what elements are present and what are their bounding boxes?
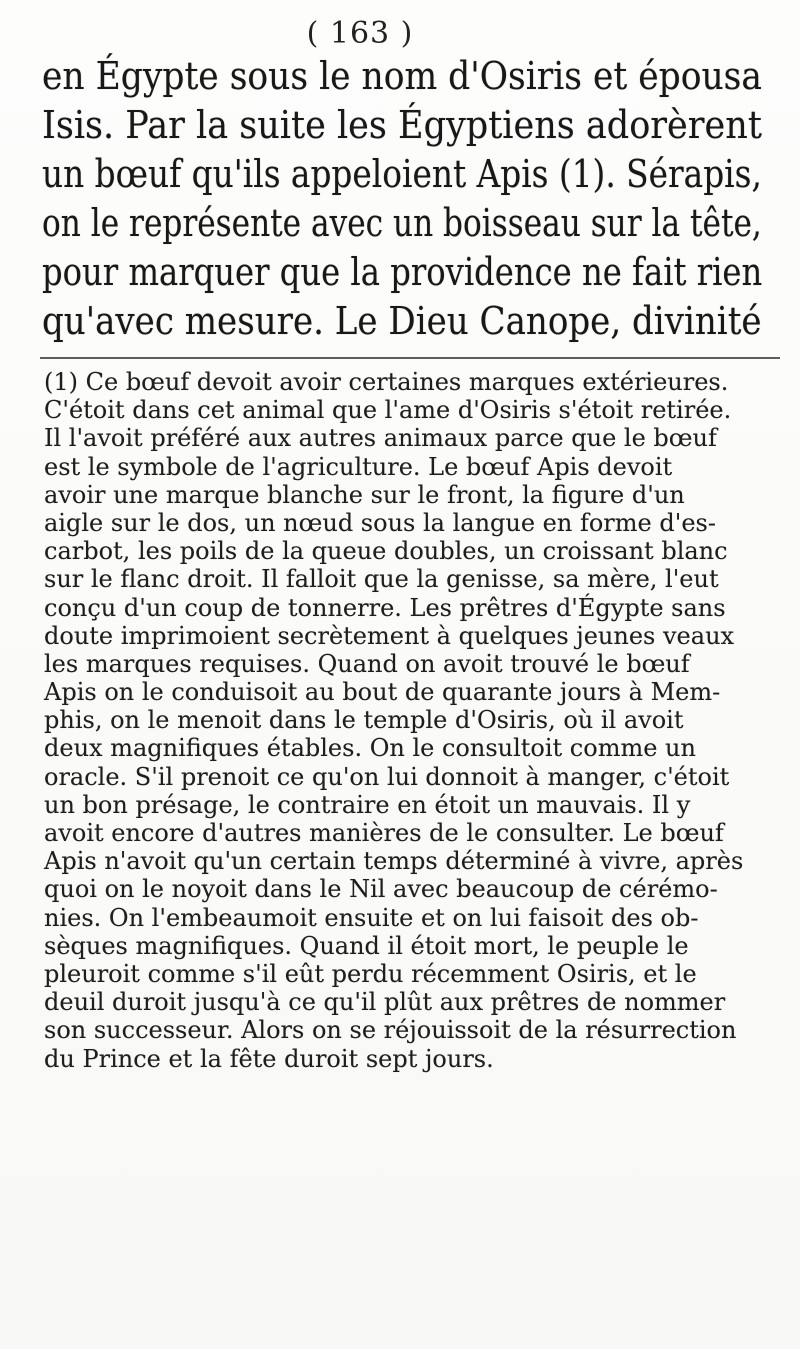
footnote-line: aigle sur le dos, un nœud sous la langue en forme d'es-: [44, 508, 716, 537]
main-text-line: un bœuf qu'ils appeloient Apis (1). Sérapis,: [42, 152, 762, 196]
main-text: [42, 52, 762, 346]
footnote-line: Il l'avoit préféré aux autres animaux parce que le bœuf: [44, 424, 717, 453]
footnote-line: son successeur. Alors on se réjouissoit de la résurrection: [44, 1016, 737, 1045]
footnote-line: C'étoit dans cet animal que l'ame d'Osiris s'étoit retirée.: [44, 396, 732, 425]
footnote-separator-rule: [40, 357, 780, 359]
footnote-line: quoi on le noyoit dans le Nil avec beaucoup de cérémo-: [44, 875, 718, 904]
main-text-line: qu'avec mesure. Le Dieu Canope, divinité: [42, 299, 762, 343]
footnote-line: carbot, les poils de la queue doubles, un croissant blanc: [44, 537, 728, 566]
footnote-line: Apis on le conduisoit au bout de quarante jours à Mem-: [44, 678, 721, 707]
footnote-line: les marques requises. Quand on avoit trouvé le bœuf: [44, 649, 690, 678]
footnote-line: Apis n'avoit qu'un certain temps déterminé à vivre, après: [44, 847, 744, 876]
footnote-line: du Prince et la fête duroit sept jours.: [44, 1044, 494, 1073]
footnote-line: sur le flanc droit. Il falloit que la genisse, sa mère, l'eut: [44, 565, 719, 594]
footnote-line: un bon présage, le contraire en étoit un mauvais. Il y: [44, 790, 691, 819]
footnote-line: deuil duroit jusqu'à ce qu'il plût aux prêtres de nommer: [44, 988, 726, 1017]
footnote-line: est le symbole de l'agriculture. Le bœuf Apis devoit: [44, 452, 673, 481]
main-text-line: pour marquer que la providence ne fait rien: [42, 250, 763, 294]
main-text-line: Isis. Par la suite les Égyptiens adorèrent: [42, 103, 762, 147]
footnote-line: nies. On l'embeaumoit ensuite et on lui faisoit des ob-: [44, 903, 699, 932]
footnote-line: deux magnifiques étables. On le consultoit comme un: [44, 734, 696, 763]
footnote-line: avoit encore d'autres manières de le consulter. Le bœuf: [44, 819, 724, 847]
page-number: ( 163 ): [306, 16, 414, 51]
footnote-line: (1) Ce bœuf devoit avoir certaines marques extérieures.: [44, 368, 729, 396]
footnote-line: sèques magnifiques. Quand il étoit mort, le peuple le: [44, 931, 689, 960]
footnote-line: pleuroit comme s'il eût perdu récemment Osiris, et le: [44, 959, 697, 988]
main-text-line: en Égypte sous le nom d'Osiris et épousa: [42, 54, 762, 98]
footnote-line: avoir une marque blanche sur le front, la figure d'un: [44, 480, 685, 509]
footnote-line: doute imprimoient secrètement à quelques jeunes veaux: [44, 621, 735, 650]
footnote: [44, 368, 774, 1073]
footnote-line: oracle. S'il prenoit ce qu'on lui donnoit à manger, c'étoit: [44, 762, 730, 791]
footnote-line: phis, on le menoit dans le temple d'Osiris, où il avoit: [44, 706, 684, 735]
footnote-line: conçu d'un coup de tonnerre. Les prêtres d'Égypte sans: [44, 593, 726, 622]
main-text-line: on le représente avec un boisseau sur la tête,: [42, 201, 762, 245]
